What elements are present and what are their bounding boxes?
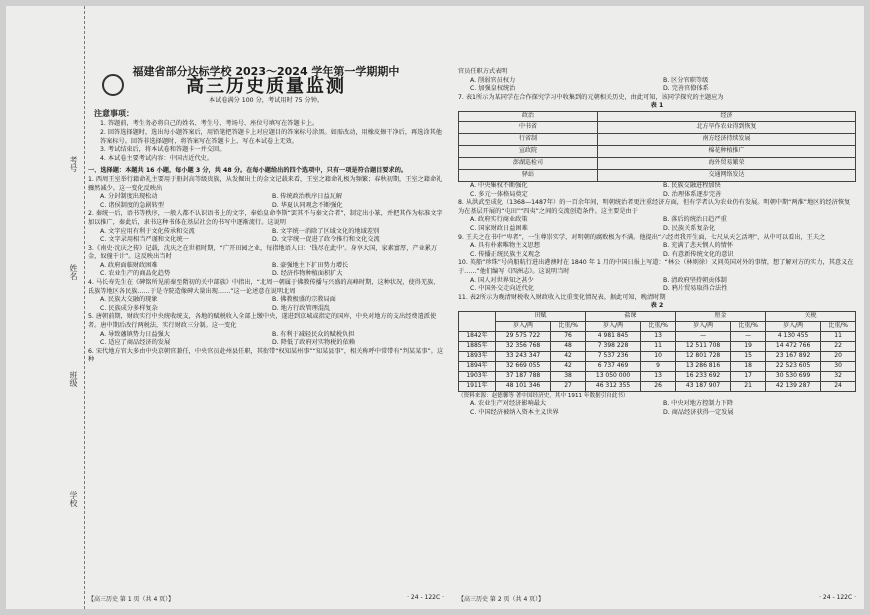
page-code: · 24 - 122C · [819, 594, 856, 601]
table-cell: 9 [641, 361, 676, 371]
table-row [459, 381, 856, 391]
name-label: 姓名 [69, 264, 78, 280]
table-cell: — [675, 331, 730, 341]
table-cell: 4 130 455 [765, 331, 820, 341]
table-cell: 30 530 699 [765, 371, 820, 381]
right-footer [458, 594, 856, 603]
option: B. 佛教极盛的宗教局面 [272, 296, 336, 304]
table-cell: 48 101 346 [495, 381, 550, 391]
table-row [459, 169, 856, 181]
table-cell: 棉花种植推广 [597, 145, 855, 157]
question-stem: 1. 西周王室举行籍命礼主要用于册封高等级贵族，从发掘出土的金文记载来看，王室之籍命礼极为频繁；春秋初期，王室之籍命礼骤然减少。这一变化反映出 [88, 175, 443, 192]
option: A. 中央集权不断强化 [470, 181, 528, 189]
question-stem: 7. 表1所示为某同学在合作探究学习中收集到的元朝相关历史，由此可知，该同学探究的主题应为 [458, 93, 724, 101]
table-cell: 中书省 [459, 121, 598, 133]
option: B. 豪强地主下扩田势力增长 [272, 261, 349, 269]
table-header-year [459, 311, 496, 331]
table-cell: 12 511 708 [675, 341, 730, 351]
table-cell: 18 [731, 361, 766, 371]
table-1 [458, 111, 856, 182]
option: C. 加强皇权统治 [470, 85, 516, 93]
question-stem: 5. 唐朝前期，财政实行中央统收统支，各地的赋税收入全部上缴中央，遂进到京城或指定的国库，中央对地方的支出经费遣派使者。唐中期后改行两税法，实行财政三分制。这一变化 [88, 313, 437, 330]
option: B. 中央对地方控制力下降 [663, 400, 734, 408]
table-subheader: 比重/% [821, 321, 856, 331]
notice-list [88, 120, 444, 163]
table-cell: 6 737 469 [585, 361, 640, 371]
table-cell: 北方旱作农业得到恢复 [597, 121, 855, 133]
table-cell: 42 [551, 351, 586, 361]
table-cell: 20 [821, 351, 856, 361]
table-subheader: 岁入/两 [585, 321, 640, 331]
left-column [88, 6, 444, 365]
table-row [459, 341, 856, 351]
table-row [459, 157, 856, 169]
option: B. 传统政治秩序日益瓦解 [272, 193, 343, 201]
table-subheader: 岁入/两 [495, 321, 550, 331]
option: C. 传播正统民族主义观念 [470, 250, 541, 258]
option: C. 农业生产的商品化趋势 [100, 270, 171, 278]
exam-title: 福建省部分达标学校 2023～2024 学年第一学期期中 [132, 65, 400, 78]
notice-item: 1. 答题前，考生务必将自己的姓名、考生号、考场号、座位号填写在答题卡上。 [100, 120, 319, 128]
page-label: 【高三历史 第 1 页（共 4 页）】 [88, 596, 175, 603]
option: D. 地方行政管理混乱 [272, 304, 331, 312]
section-heading: 一、选择题：本题共 16 小题，每小题 3 分，共 48 分。在每小题给出的四个选项中，只有一项是符合题目要求的。 [88, 167, 408, 175]
exam-sheet [6, 6, 864, 609]
question-10 [458, 259, 856, 293]
question-7 [458, 94, 856, 199]
table-cell: 15 [731, 351, 766, 361]
table-cell: 19 [731, 341, 766, 351]
option: B. 充满了悲天悯人的情怀 [663, 242, 734, 250]
option: B. 落后的统治日趋严重 [663, 216, 727, 224]
table-cell: 1842年 [459, 331, 496, 341]
option: B. 清政府坚持朝贡体制 [663, 276, 727, 284]
table-cell: 4 981 845 [585, 331, 640, 341]
exam-subtitle: 高三历史质量监测 [186, 75, 346, 97]
table-cell: 澎湖巡检司 [459, 157, 598, 169]
table-row [459, 361, 856, 371]
table-cell: 12 801 728 [675, 351, 730, 361]
option: D. 降低了政府对实物税的依赖 [272, 339, 355, 347]
table-cell: 7 398 228 [585, 341, 640, 351]
question-5 [88, 313, 444, 347]
table-row [459, 331, 856, 341]
option: A. 文字应用有利于文化传承和交流 [100, 227, 195, 235]
table-cell: 南方经济持续发展 [597, 133, 855, 145]
question-6-tail: 官员任职方式表明 [458, 68, 508, 75]
table-cell: 43 187 907 [675, 381, 730, 391]
table-cell: 48 [551, 341, 586, 351]
table-cell: 23 167 892 [765, 351, 820, 361]
table-cell: 1903年 [459, 371, 496, 381]
table-title: 表 1 [650, 102, 664, 110]
table-cell: 22 [821, 341, 856, 351]
table-subheader: 比重/% [731, 321, 766, 331]
option: A. 具有朴素唯物主义思想 [470, 242, 540, 250]
option: C. 诸侯制度的急剧转型 [100, 201, 164, 209]
question-9 [458, 234, 856, 260]
table-cell: 11 [641, 341, 676, 351]
option: D. 商品经济获得一定发展 [663, 409, 734, 417]
option: C. 中国经济被纳入资本主义世界 [470, 409, 559, 417]
class-label: 班级 [69, 371, 78, 387]
table-row [459, 133, 856, 145]
school-label: 学校 [69, 491, 78, 507]
table-cell: 13 286 816 [675, 361, 730, 371]
table-cell: 33 243 347 [495, 351, 550, 361]
left-footer [88, 594, 444, 603]
table-cell: 11 [821, 331, 856, 341]
option: A. 政府面临财政困难 [100, 261, 158, 269]
table-subheader: 比重/% [551, 321, 586, 331]
table-cell: 42 139 287 [765, 381, 820, 391]
option: A. 分封制度出现松动 [100, 193, 158, 201]
question-4 [88, 279, 444, 313]
table-cell: 46 312 355 [585, 381, 640, 391]
table-subheader: 岁入/两 [675, 321, 730, 331]
option: B. 有利于减轻民众的赋税负担 [272, 330, 355, 338]
option: D. 治理体系逐步完善 [663, 190, 722, 198]
notice-item: 3. 考试结束后，将本试卷和答题卡一并交回。 [100, 146, 226, 154]
option: D. 经济作物种植面积扩大 [272, 270, 343, 278]
score-note: 本试卷满分 100 分，考试用时 75 分钟。 [208, 97, 324, 105]
page-code: · 24 - 122C · [407, 594, 444, 601]
binding-margin [6, 6, 85, 609]
table-cell: 驿站 [459, 169, 598, 181]
table-cell: 38 [551, 371, 586, 381]
option: B. 区分官职等级 [663, 76, 709, 84]
table-header: 盐课 [585, 311, 675, 321]
table-subheader: 比重/% [641, 321, 676, 331]
question-stem: 11. 表2所示为晚清财税收入财政收入比重变化情况表。据此可知，晚清时期 [458, 293, 666, 301]
table-cell: 16 233 692 [675, 371, 730, 381]
question-11 [458, 294, 856, 418]
question-8 [458, 199, 856, 233]
option: A. 国人对世界知之甚少 [470, 276, 534, 284]
option: B. 文字统一消除了区域文化的地域差别 [272, 227, 380, 235]
table-cell: 22 523 605 [765, 361, 820, 371]
notice-item: 2. 回答选择题时，选出每小题答案后，用铅笔把答题卡上对应题目的答案标号涂黑。如需改动，用橡皮擦干净后，再选涂其他答案标号。回答非选择题时，将答案写在答题卡上，写在本试卷上无效。 [100, 128, 442, 145]
table-cell: 37 187 788 [495, 371, 550, 381]
notice-item: 4. 本试卷主要考试内容：中国古近代史。 [100, 154, 214, 162]
option: A. 政府实行商业政策 [470, 216, 528, 224]
table-cell: 7 537 236 [585, 351, 640, 361]
table-row [459, 145, 856, 157]
option: B. 民族交融进程加快 [663, 181, 721, 189]
right-column [458, 6, 856, 418]
exam-no-label: 考号 [69, 156, 78, 172]
option: D. 鸦片贸易取得合法性 [663, 285, 728, 293]
table-subheader: 岁入/两 [765, 321, 820, 331]
table-cell: 21 [731, 381, 766, 391]
table-cell: 宣政院 [459, 145, 598, 157]
table-cell: 10 [641, 351, 676, 361]
table-row [459, 351, 856, 361]
question-1 [88, 176, 444, 210]
question-stem: 3.《南史·沈庆之传》记载，沈庆之在世祖时期，“广开田园之业，每指地语人曰：‘钱尽在此中’。身享大国，家素富厚，产业累万金，奴僮千计”。这反映出当时 [88, 244, 438, 261]
table-cell: 13 050 000 [585, 371, 640, 381]
table-cell: 32 [821, 371, 856, 381]
table-2 [458, 311, 856, 392]
table-cell: 1893年 [459, 351, 496, 361]
table-cell: 42 [551, 361, 586, 371]
question-stem: 10. 英船“珍珠”号尚船航行进出港澳时在 1840 年 1 月的中国日报上写道：“林公（林则徐）又问英国对外的事情，想了解对方的实力，其意义在于……”他们编写《四洲志》。这说明当时 [458, 259, 854, 275]
table-cell: 海外贸易繁荣 [597, 157, 855, 169]
table-cell: 26 [641, 381, 676, 391]
table-cell: — [731, 331, 766, 341]
table-row [459, 121, 856, 133]
option: D. 有意新传统文化的意识 [663, 250, 734, 258]
option: D. 华夏认同观念不断强化 [272, 201, 343, 209]
table-cell: 行省制 [459, 133, 598, 145]
page-label: 【高三历史 第 2 页（共 4 页）】 [458, 596, 545, 603]
table-header: 田赋 [495, 311, 585, 321]
table-cell: 29 575 722 [495, 331, 550, 341]
option: A. 导致藩镇势力日益强大 [100, 330, 170, 338]
table-header: 经济 [597, 111, 855, 121]
option: A. 削弱官员权力 [470, 76, 516, 84]
question-6 [88, 348, 444, 365]
question-3 [88, 245, 444, 279]
table-cell: 32 669 055 [495, 361, 550, 371]
option: D. 民族关系复杂化 [663, 224, 716, 232]
question-stem: 8. 从洪武至成化（1368—1487年）的一百余年间，明朝统治者更注重经济方面，但有学者认为农业仍有发展。明朝中期“两淮”地区的经济恢复为在基层开展的“屯田”“四夷”之间的交流创造条件。这主要是由于 [458, 199, 851, 215]
table-cell: 交通网络发达 [597, 169, 855, 181]
option: C. 中国外交走向近代化 [470, 285, 534, 293]
option: C. 国家财政日益困难 [470, 224, 528, 232]
table-note: （资料来源：赵德馨等 著中国经济史，其中 1911 年数据引自此书） [458, 392, 629, 399]
question-stem: 6. 宋代地方官大多由中央京朝官兼任，中央官员赴州县任职，其衔带“权知某州事”“知某县事”，相关称呼中常带有“判某某事”。这种 [88, 347, 444, 364]
table-cell: 76 [551, 331, 586, 341]
table-header: 政治 [459, 111, 598, 121]
table-title: 表 2 [650, 302, 664, 310]
question-2 [88, 210, 444, 244]
table-cell: 17 [731, 371, 766, 381]
table-cell: 14 472 766 [765, 341, 820, 351]
option: A. 农业生产对经济影响最大 [470, 400, 547, 408]
table-cell: 13 [641, 331, 676, 341]
table-cell: 1885年 [459, 341, 496, 351]
option: A. 民族大交融的现象 [100, 296, 158, 304]
question-stem: 9. 王夫之在书中“卑者”，一生尊崇实学，对明朝的腐败极为不满。他提出“六经责我开生面，七尺从天乞活埋”，从中可以看出，王夫之 [458, 233, 826, 241]
question-stem: 2. 秦统一后，语书等秩序，一般人都不认识语书上的文字，奉始皇命李斯“罢其不与秦文合者”，制定出小篆，并把其作为标准文字加以推广，秦此后，隶书这种书体在基层社会的书写中逐渐流行。这说明 [88, 210, 443, 226]
option: C. 多元一体格局奠定 [470, 190, 528, 198]
table-cell: 13 [641, 371, 676, 381]
table-header: 厘金 [675, 311, 765, 321]
option: C. 文字录用相当严谨和文化统一 [100, 236, 189, 244]
table-cell: 32 356 768 [495, 341, 550, 351]
option: C. 适应了商品经济的发展 [100, 339, 171, 347]
table-header: 关税 [765, 311, 855, 321]
table-row [459, 371, 856, 381]
table-cell: 30 [821, 361, 856, 371]
table-cell: 1911年 [459, 381, 496, 391]
table-2-body [459, 331, 856, 391]
option: C. 民族成分多样复杂 [100, 304, 158, 312]
option: D. 完善官僚体系 [663, 85, 709, 93]
table-cell: 27 [551, 381, 586, 391]
table-cell: 24 [821, 381, 856, 391]
question-stem: 4. 马长寿先生在《碑铭所见前秦至隋初的关中部族》中指出，“北周一朝属于佛教传播与兴盛的高峰时期，这种状况，使得羌族、氐族等地区各民族……于是寺院造像碑大量出现……”这一论述意在说明北周 [88, 279, 440, 295]
notice-heading: 注意事项： [94, 108, 134, 118]
option: D. 文字统一促进了政令推行和文化交流 [272, 236, 380, 244]
table-cell: 1894年 [459, 361, 496, 371]
